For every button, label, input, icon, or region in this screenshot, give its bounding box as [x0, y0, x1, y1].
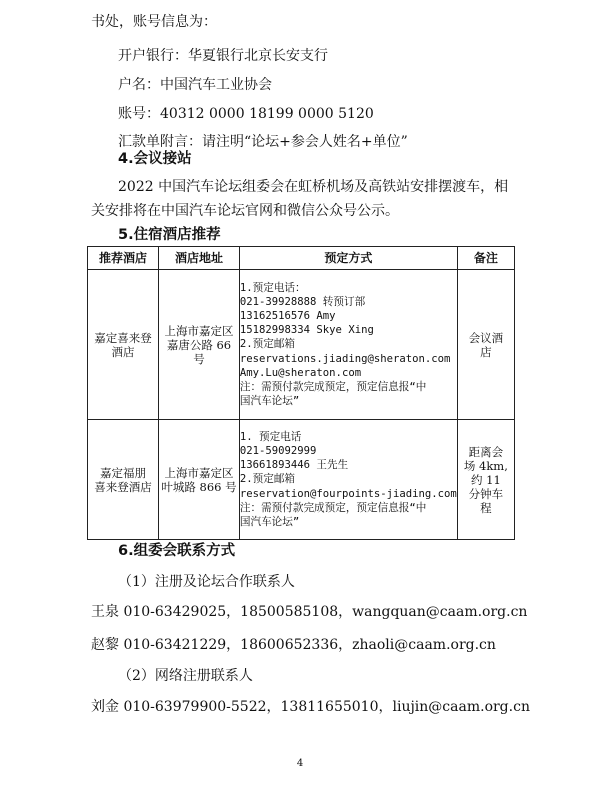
note-line: 店 — [480, 344, 492, 359]
remittance-note: 汇款单附言：请注明“论坛+参会人姓名+单位” — [118, 134, 408, 150]
address-line: 上海市嘉定区 — [164, 465, 234, 480]
table-header-row — [88, 247, 515, 270]
bank-intro: 书处，账号信息为： — [91, 14, 217, 30]
contact-subheading-online: （2）网络注册联系人 — [118, 668, 253, 684]
booking-line: 1. 预定电话 — [239, 430, 302, 443]
section4-para-line1: 2022 中国汽车论坛组委会在虹桥机场及高铁站安排摆渡车，相 — [118, 179, 509, 195]
note-line: 场 4km, — [463, 458, 508, 473]
hotel-name-line: 酒店 — [111, 344, 135, 359]
booking-line: 1.预定电话： — [239, 281, 306, 294]
booking-phone: 13661893446 王先生 — [239, 459, 349, 472]
booking-email: reservations.jiading@sheraton.com — [239, 352, 451, 365]
hotel-name-cell — [88, 270, 159, 420]
contact-zhao-li: 赵黎 010-63421229，18600652336，zhaoli@caam.org.cn — [91, 637, 496, 653]
header-address: 酒店地址 — [159, 247, 240, 270]
address-line: 叶城路 866 号 — [161, 479, 237, 494]
account-number: 账号：40312 0000 18199 0000 5120 — [118, 106, 374, 122]
note-line: 程 — [480, 500, 492, 515]
hotel-name-line: 喜来登酒店 — [94, 479, 152, 494]
booking-note: 注：需预付款完成预定，预定信息报“中 — [239, 501, 427, 514]
address-line: 上海市嘉定区 — [164, 323, 234, 338]
note-line: 分钟车 — [468, 486, 504, 501]
hotel-name-line: 嘉定喜来登 — [94, 330, 152, 345]
address-line: 嘉唐公路 66 — [166, 337, 232, 352]
contact-subheading-registration: （1）注册及论坛合作联系人 — [118, 574, 295, 590]
booking-phone: 13162516576 Amy — [239, 309, 336, 322]
hotel-table — [87, 246, 515, 540]
note-cell — [457, 420, 514, 540]
table-row — [88, 270, 515, 420]
booking-note: 注：需预付款完成预定，预定信息报“中 — [239, 381, 427, 393]
note-line: 距离会 — [468, 444, 504, 459]
section5-heading: 5.住宿酒店推荐 — [118, 227, 221, 243]
account-holder: 户名：中国汽车工业协会 — [118, 77, 272, 93]
header-booking: 预定方式 — [239, 247, 457, 270]
booking-phone: 021-39928888 转预订部 — [239, 295, 366, 308]
hotel-address-cell — [159, 270, 240, 420]
address-line: 号 — [193, 351, 205, 366]
header-note: 备注 — [457, 247, 514, 270]
note-line: 会议酒 — [468, 330, 504, 345]
section6-heading: 6.组委会联系方式 — [118, 543, 236, 559]
table-row — [88, 420, 515, 540]
section4-heading: 4.会议接站 — [118, 151, 192, 167]
booking-note: 国汽车论坛” — [239, 516, 300, 528]
hotel-address-cell — [159, 420, 240, 540]
bank-name: 开户银行：华夏银行北京长安支行 — [118, 48, 328, 64]
section4-para-line2: 关安排将在中国汽车论坛官网和微信公众号公示。 — [91, 203, 399, 219]
note-line: 约 11 — [470, 472, 501, 487]
header-hotel: 推荐酒店 — [88, 247, 159, 270]
contact-wang-quan: 王泉 010-63429025，18500585108，wangquan@caam.org.cn — [91, 604, 528, 620]
booking-cell — [239, 420, 457, 540]
booking-line: 2.预定邮箱 — [239, 338, 296, 351]
hotel-name-line: 嘉定福朋 — [100, 465, 147, 480]
booking-note: 国汽车论坛” — [239, 395, 300, 408]
page-number: 4 — [296, 758, 304, 769]
booking-email: reservation@fourpoints-jiading.com — [239, 487, 457, 500]
contact-liu-jin: 刘金 010-63979900-5522，13811655010，liujin@caam.org.cn — [91, 699, 530, 715]
booking-line: 2.预定邮箱 — [239, 473, 296, 486]
note-cell — [457, 270, 514, 420]
booking-email: Amy.Lu@sheraton.com — [239, 366, 362, 379]
booking-phone: 15182998334 Skye Xing — [239, 324, 374, 337]
booking-cell — [239, 270, 457, 420]
booking-phone: 021-59092999 — [239, 444, 317, 457]
hotel-name-cell — [88, 420, 159, 540]
